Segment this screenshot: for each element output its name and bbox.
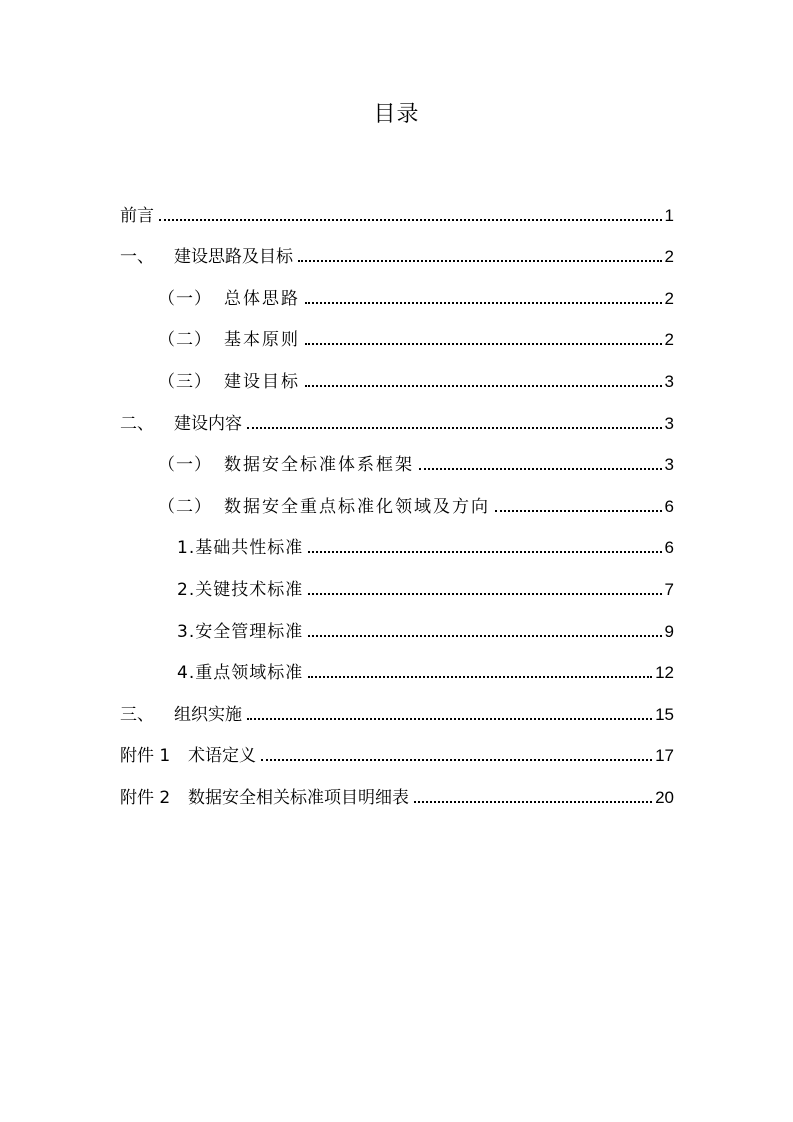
toc-entry-page: 1: [664, 205, 674, 225]
toc-entry-section-3[interactable]: [120, 685, 674, 727]
toc-entry-section-2[interactable]: [120, 394, 674, 436]
toc-entry-page: 12: [655, 663, 674, 683]
dot-leader: [419, 468, 662, 470]
toc-entry-page: 6: [664, 538, 674, 558]
dot-leader: [247, 427, 662, 429]
toc-entry-number: 二、: [120, 413, 154, 434]
dot-leader: [414, 801, 652, 803]
toc-entry-label: [120, 786, 411, 810]
toc-entry-number: （一）: [158, 288, 212, 309]
toc-entry-label: [120, 536, 305, 560]
toc-entry-section-2-2-1[interactable]: [120, 519, 674, 561]
toc-entry-page: 7: [664, 579, 674, 599]
toc-entry-text: 数据安全标准体系框架: [224, 455, 414, 476]
toc-entry-page: 3: [664, 413, 674, 433]
toc-entry-page: 3: [664, 371, 674, 391]
toc-entry-number: （二）: [158, 330, 212, 351]
toc-entry-page: 20: [655, 787, 674, 807]
toc-entry-label: [120, 744, 258, 768]
dot-leader: [261, 759, 652, 761]
toc-entry-number: （一）: [158, 455, 212, 476]
toc-entry-text: 组织实施: [174, 704, 242, 725]
dot-leader: [495, 510, 662, 512]
toc-entry-section-1-1[interactable]: [120, 269, 674, 311]
toc-entry-section-1-2[interactable]: [120, 311, 674, 353]
toc-entry-section-2-1[interactable]: [120, 436, 674, 478]
toc-entry-text: 基础共性标准: [195, 538, 304, 559]
toc-entry-text: 数据安全相关标准项目明细表: [188, 787, 409, 808]
toc-entry-page: 2: [664, 330, 674, 350]
dot-leader: [308, 676, 652, 678]
toc-entry-text: 建设思路及目标: [174, 247, 293, 268]
toc-entry-label: [120, 453, 416, 477]
toc-entry-text: 安全管理标准: [195, 621, 304, 642]
toc-entry-label: [120, 661, 305, 685]
dot-leader: [298, 260, 662, 262]
toc-entry-number: 3.: [177, 621, 196, 642]
toc-entry-number: 2.: [177, 579, 196, 600]
dot-leader: [308, 593, 661, 595]
toc-entry-section-2-2-3[interactable]: [120, 602, 674, 644]
toc-entry-label: [120, 328, 302, 352]
toc-entry-text: 总体思路: [224, 288, 300, 309]
toc-entry-text: 数据安全重点标准化领域及方向: [224, 496, 490, 517]
toc-entry-label: [120, 245, 295, 269]
toc-entry-text: 前言: [120, 205, 154, 226]
toc-entry-label: [120, 495, 492, 519]
page-title: 目录: [373, 102, 420, 127]
toc-entry-section-2-2[interactable]: [120, 477, 674, 519]
toc-entry-section-1-3[interactable]: [120, 352, 674, 394]
toc-entry-page: 9: [664, 621, 674, 641]
toc-entry-page: 15: [655, 704, 674, 724]
toc-entry-preface[interactable]: [120, 186, 674, 228]
toc-entry-text: 建设目标: [224, 371, 300, 392]
toc-entry-section-1[interactable]: [120, 228, 674, 270]
toc-entry-label: [120, 578, 305, 602]
toc-entry-label: [120, 370, 302, 394]
toc-entry-page: 2: [664, 288, 674, 308]
toc-entry-number: （三）: [158, 371, 212, 392]
toc-entry-number: 一、: [120, 247, 154, 268]
table-of-contents: [120, 186, 674, 810]
toc-entry-text: 重点领域标准: [195, 663, 304, 684]
dot-leader: [305, 385, 662, 387]
toc-entry-text: 术语定义: [188, 746, 256, 767]
toc-entry-text: 关键技术标准: [195, 579, 304, 600]
toc-entry-text: 基本原则: [224, 330, 300, 351]
toc-entry-page: 3: [664, 455, 674, 475]
dot-leader: [159, 219, 662, 221]
toc-entry-number: 三、: [120, 704, 154, 725]
dot-leader: [305, 343, 662, 345]
toc-entry-text: 建设内容: [174, 413, 242, 434]
toc-entry-attachment-2[interactable]: [120, 768, 674, 810]
toc-entry-page: 6: [664, 496, 674, 516]
dot-leader: [247, 718, 652, 720]
toc-entry-label: [120, 620, 305, 644]
toc-entry-number: 4.: [177, 663, 196, 684]
toc-entry-label: [120, 412, 244, 436]
dot-leader: [305, 302, 662, 304]
dot-leader: [308, 635, 661, 637]
toc-entry-label: [120, 703, 244, 727]
toc-entry-attachment-1[interactable]: [120, 727, 674, 769]
dot-leader: [308, 551, 661, 553]
toc-entry-label: [120, 204, 156, 228]
toc-entry-section-2-2-2[interactable]: [120, 560, 674, 602]
toc-entry-label: [120, 287, 302, 311]
toc-entry-section-2-2-4[interactable]: [120, 644, 674, 686]
toc-entry-number: 附件 2: [120, 787, 171, 808]
toc-entry-number: 附件 1: [120, 746, 171, 767]
toc-entry-page: 17: [655, 746, 674, 766]
toc-entry-page: 2: [664, 247, 674, 267]
toc-entry-number: （二）: [158, 496, 212, 517]
toc-entry-number: 1.: [177, 538, 196, 559]
